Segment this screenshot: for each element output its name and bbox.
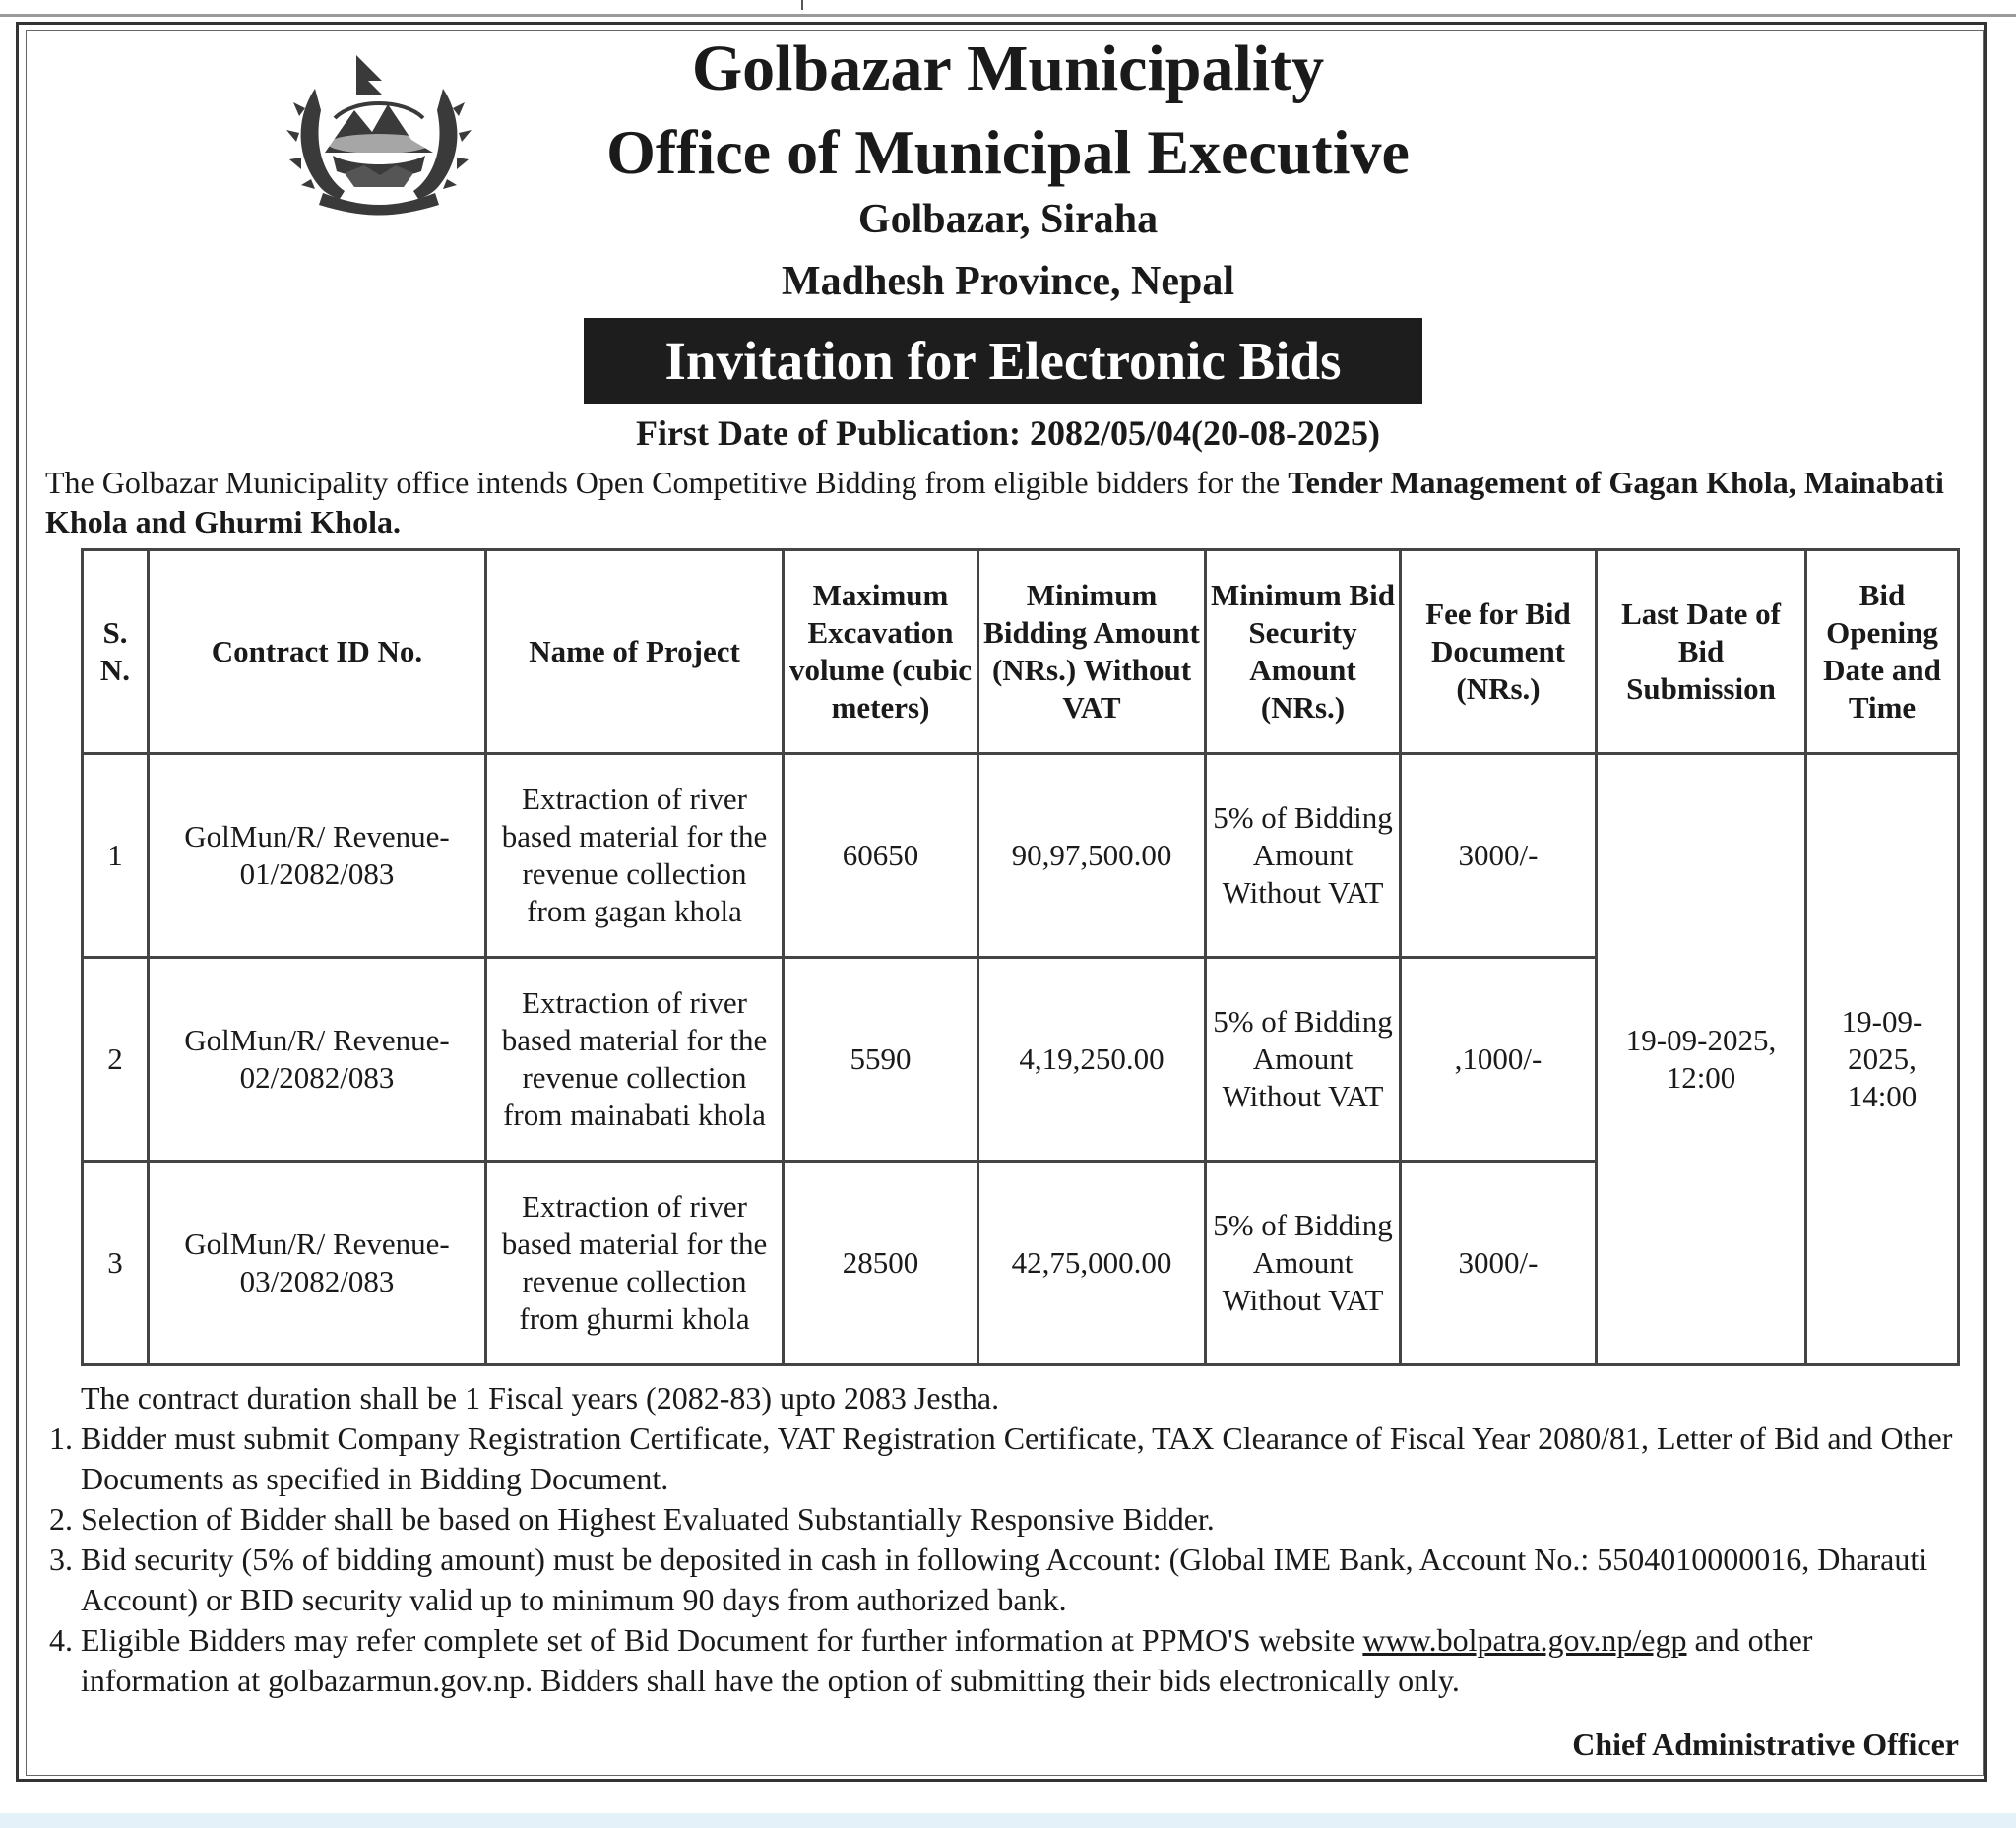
cell-sn: 1 bbox=[83, 754, 149, 958]
cell-security: 5% of Bidding Amount Without VAT bbox=[1206, 1162, 1401, 1365]
note-item: 3. Bid security (5% of bidding amount) must be deposited in cash in following Account: (Global IME Bank, Account No.: 5504010000016, Dharauti Account) or BID security valid up to minimum 90 days from authorized bank. bbox=[81, 1540, 1961, 1620]
cell-opening: 19-09- 2025, 14:00 bbox=[1806, 754, 1959, 1365]
cell-project: Extraction of river based material for the revenue collection from mainabati khola bbox=[486, 958, 784, 1162]
bolpatra-link[interactable]: www.bolpatra.gov.np/egp bbox=[1362, 1622, 1687, 1658]
header-volume: Maximum Excavation volume (cubic meters) bbox=[784, 550, 978, 754]
cell-volume: 5590 bbox=[784, 958, 978, 1162]
notice-title-banner: Invitation for Electronic Bids bbox=[584, 318, 1422, 404]
cell-fee: 3000/- bbox=[1401, 1162, 1597, 1365]
cell-sn: 3 bbox=[83, 1162, 149, 1365]
header-opening: Bid Opening Date and Time bbox=[1806, 550, 1959, 754]
notes-section bbox=[45, 1378, 1961, 1701]
table-header-row bbox=[83, 550, 1959, 754]
signature-title: Chief Administrative Officer bbox=[1572, 1727, 1959, 1762]
header-fee: Fee for Bid Document (NRs.) bbox=[1401, 550, 1597, 754]
table-row bbox=[83, 754, 1959, 958]
header-security: Minimum Bid Security Amount (NRs.) bbox=[1206, 550, 1401, 754]
cell-sn: 2 bbox=[83, 958, 149, 1162]
office-location: Golbazar, Siraha bbox=[857, 197, 1159, 242]
note-text: and other information at golbazarmun.gov.np. Bidders shall have the option of submitting their bids electronically only. bbox=[81, 1622, 1813, 1698]
header-project: Name of Project bbox=[486, 550, 784, 754]
note-item bbox=[81, 1620, 1961, 1701]
cell-security: 5% of Bidding Amount Without VAT bbox=[1206, 754, 1401, 958]
province-name: Madhesh Province, Nepal bbox=[781, 259, 1235, 304]
cell-security: 5% of Bidding Amount Without VAT bbox=[1206, 958, 1401, 1162]
cell-project: Extraction of river based material for the revenue collection from ghurmi khola bbox=[486, 1162, 784, 1365]
cell-contract-id: GolMun/R/ Revenue-01/2082/083 bbox=[149, 754, 486, 958]
publication-date: First Date of Publication: 2082/05/04(20-08-2025) bbox=[636, 413, 1380, 453]
cell-project: Extraction of river based material for the revenue collection from gagan khola bbox=[486, 754, 784, 958]
header-min-amount: Minimum Bidding Amount (NRs.) Without VAT bbox=[978, 550, 1206, 754]
cell-fee: ,1000/- bbox=[1401, 958, 1597, 1162]
intro-tender-name: Tender Management of Gagan Khola, Mainabati Khola and Ghurmi Khola. bbox=[45, 465, 1944, 539]
cell-contract-id: GolMun/R/ Revenue-02/2082/083 bbox=[149, 958, 486, 1162]
header-contract-id: Contract ID No. bbox=[149, 550, 486, 754]
contract-duration-note: The contract duration shall be 1 Fiscal years (2082-83) upto 2083 Jestha. bbox=[81, 1380, 1000, 1416]
bottom-band bbox=[0, 1813, 2016, 1828]
intro-paragraph bbox=[45, 463, 1965, 541]
cell-fee: 3000/- bbox=[1401, 754, 1597, 958]
municipality-name: Golbazar Municipality bbox=[691, 32, 1325, 104]
cell-volume: 60650 bbox=[784, 754, 978, 958]
cell-min-amount: 90,97,500.00 bbox=[978, 754, 1206, 958]
top-rule bbox=[0, 0, 2016, 17]
office-name: Office of Municipal Executive bbox=[606, 117, 1410, 187]
note-item: 1. Bidder must submit Company Registration Certificate, VAT Registration Certificate, TAX Clearance of Fiscal Year 2080/81, Letter of Bid and Other Documents as specified in Bidding Document. bbox=[81, 1418, 1961, 1499]
note-text: Eligible Bidders may refer complete set of Bid Document for further information at PPMO'S website bbox=[81, 1622, 1363, 1658]
cell-min-amount: 42,75,000.00 bbox=[978, 1162, 1206, 1365]
note-item: 2. Selection of Bidder shall be based on Highest Evaluated Substantially Responsive Bidder. bbox=[81, 1499, 1961, 1540]
top-tick bbox=[801, 0, 803, 10]
notes-list bbox=[45, 1418, 1961, 1701]
cell-last-date: 19-09-2025, 12:00 bbox=[1597, 754, 1806, 1365]
intro-text: The Golbazar Municipality office intends Open Competitive Bidding from eligible bidders for the bbox=[45, 465, 1289, 500]
cell-volume: 28500 bbox=[784, 1162, 978, 1365]
cell-contract-id: GolMun/R/ Revenue-03/2082/083 bbox=[149, 1162, 486, 1365]
cell-min-amount: 4,19,250.00 bbox=[978, 958, 1206, 1162]
header-sn: S. N. bbox=[83, 550, 149, 754]
bids-table bbox=[81, 548, 1960, 1366]
header-last-date: Last Date of Bid Submission bbox=[1597, 550, 1806, 754]
